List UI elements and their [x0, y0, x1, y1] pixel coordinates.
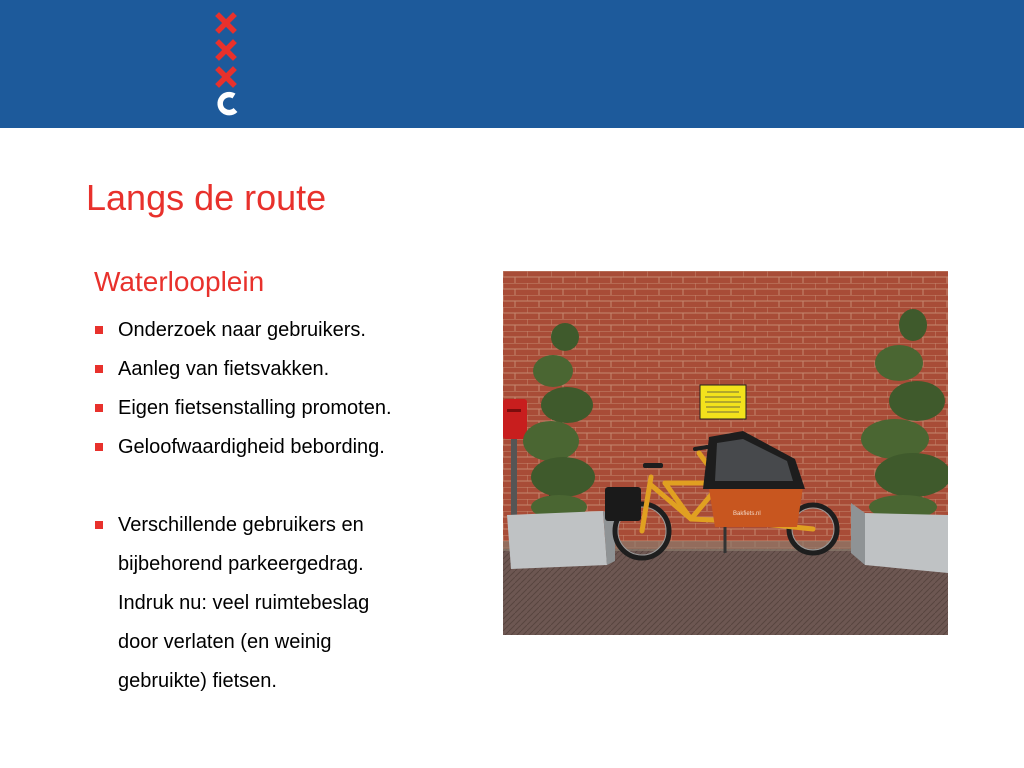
list-item [94, 350, 494, 389]
bullet-text: Eigen fietsenstalling promoten. [118, 397, 392, 419]
list-item-continuation: bijbehorend parkeergedrag. [118, 553, 364, 575]
bullet-text: Onderzoek naar gebruikers. [118, 319, 366, 341]
bullet-square-icon [95, 326, 103, 334]
slide-title: Langs de route [86, 177, 327, 218]
svg-text:Bakfiets.nl: Bakfiets.nl [733, 511, 761, 517]
list-item [94, 389, 494, 428]
list-item-continuation: Indruk nu: veel ruimtebeslag [118, 592, 370, 614]
bullet-square-icon [95, 365, 103, 373]
bullet-text: Aanleg van fietsvakken. [118, 358, 330, 380]
bullet-square-icon [95, 521, 103, 529]
saddle-bag [605, 487, 641, 521]
list-item-continuation: door verlaten (en weinig [118, 631, 332, 653]
list-item [94, 311, 494, 350]
list-item-continuation: gebruikte) fietsen. [118, 670, 277, 692]
cargo-box [709, 487, 803, 527]
list-item [94, 506, 494, 545]
header-band [0, 0, 1024, 128]
amsterdam-xxx-logo-icon [212, 10, 242, 118]
bullet-text: Geloofwaardigheid bebording. [118, 436, 385, 458]
bullet-square-icon [95, 404, 103, 412]
section-subtitle: Waterlooplein [94, 266, 265, 297]
left-planter [507, 511, 615, 569]
bakfiets-photo [503, 271, 948, 635]
bullet-text: Verschillende gebruikers en [118, 514, 364, 536]
wall-sign [700, 385, 746, 419]
bullet-square-icon [95, 443, 103, 451]
list-item [94, 428, 494, 467]
list-spacer [94, 467, 494, 506]
bullet-list [94, 311, 494, 701]
